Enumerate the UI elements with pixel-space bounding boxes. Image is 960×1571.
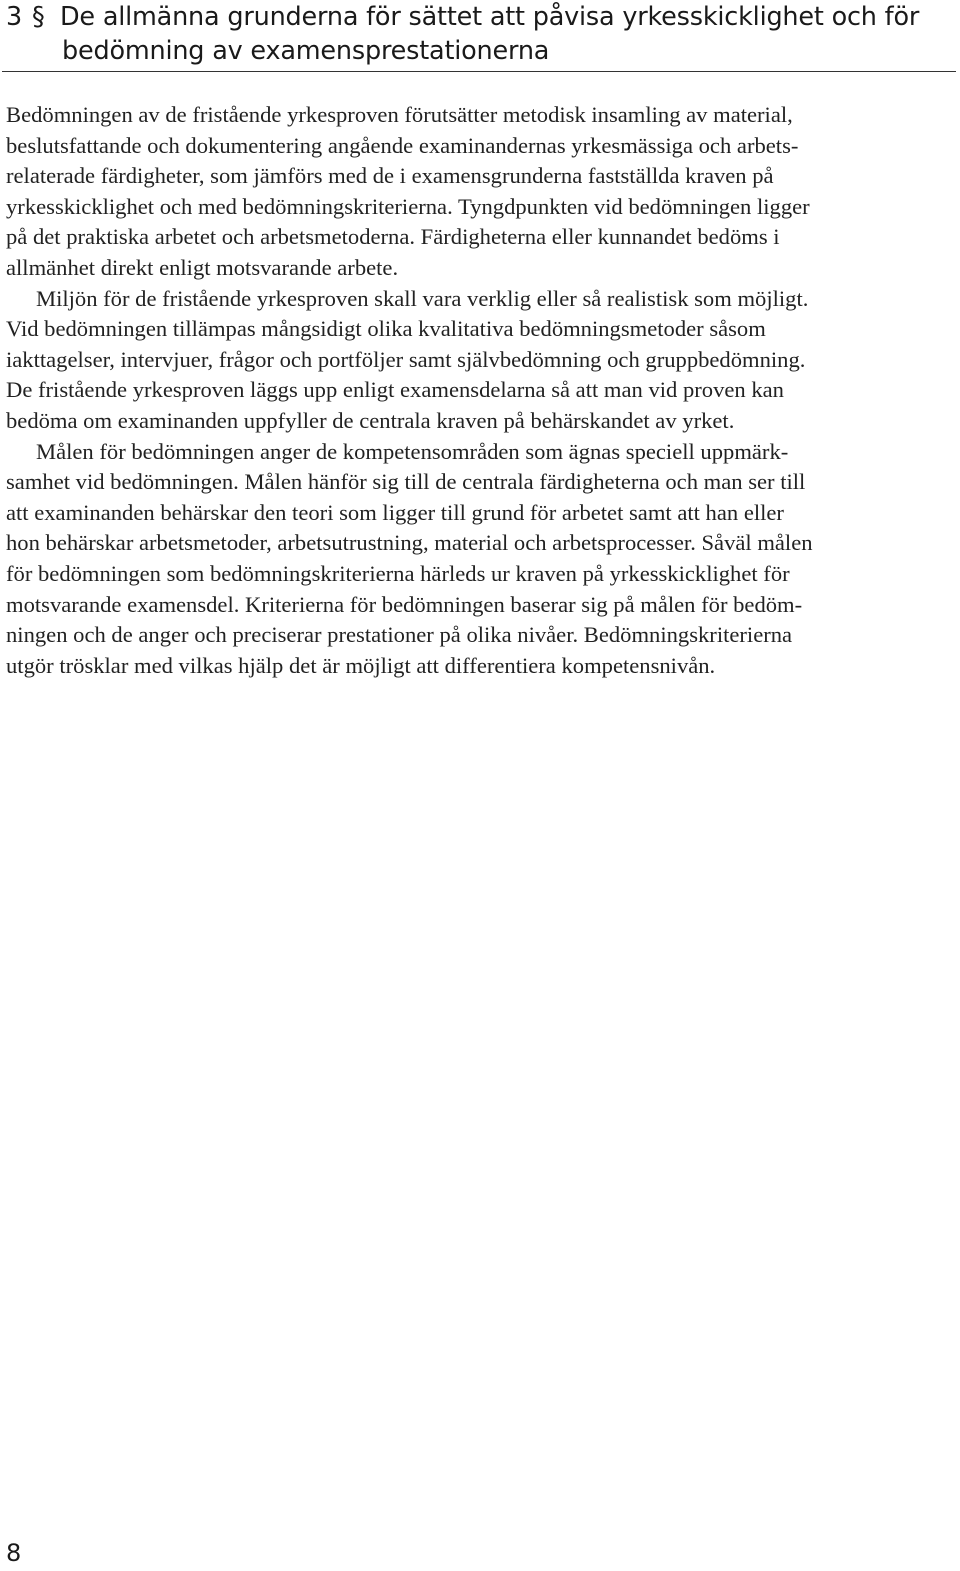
heading-divider [2, 71, 956, 72]
body-line: att examinanden behärskar den teori som ligger till grund för arbetet samt att han eller [6, 499, 784, 525]
body-line: iakttagelser, intervjuer, frågor och portföljer samt självbedömning och gruppbedömning. [6, 346, 806, 372]
body-line: på det praktiska arbetet och arbetsmetoderna. Färdigheterna eller kunnandet bedöms i [6, 224, 780, 250]
body-line: ningen och de anger och preciserar prestationer på olika nivåer. Bedömningskriterierna [6, 622, 793, 648]
body-line: Miljön för de fristående yrkesproven skall vara verklig eller så realistisk som möjligt. [36, 285, 809, 311]
body-line: samhet vid bedömningen. Målen hänför sig till de centrala färdigheterna och man ser till [6, 469, 806, 495]
page-number: 8 [6, 1539, 22, 1567]
body-line: De fristående yrkesproven läggs upp enligt examensdelarna så att man vid proven kan [6, 377, 784, 403]
body-paragraphs [6, 100, 946, 681]
heading-title-line-2: bedömning av examensprestationerna [62, 36, 550, 66]
heading-line-1 [6, 0, 954, 34]
body-line: Bedömningen av de fristående yrkesproven förutsätter metodisk insamling av material, [6, 102, 793, 127]
body-line: hon behärskar arbetsmetoder, arbetsutrustning, material och arbetsprocesser. Såväl målen [6, 530, 813, 556]
body-line: utgör trösklar med vilkas hjälp det är möjligt att differentiera kompetensnivån. [6, 652, 716, 678]
body-line: motsvarande examensdel. Kriterierna för bedömningen baserar sig på målen för bedöm- [6, 591, 803, 617]
heading-title-line-1: De allmänna grunderna för sättet att påvisa yrkesskicklighet och för [60, 2, 920, 32]
section-heading [6, 0, 954, 68]
section-number: 3 [6, 2, 23, 32]
body-line: Målen för bedömningen anger de kompetensområden som ägnas speciell uppmärk- [36, 438, 789, 464]
body-line: relaterade färdigheter, som jämförs med de i examensgrunderna fastställda kraven på [6, 163, 774, 189]
body-line: beslutsfattande och dokumentering angående examinandernas yrkesmässiga och arbets- [6, 132, 799, 158]
body-line: yrkesskicklighet och med bedömningskriterierna. Tyngdpunkten vid bedömningen ligger [6, 193, 810, 219]
body-line: allmänhet direkt enligt motsvarande arbete. [6, 254, 399, 280]
body-line: Vid bedömningen tillämpas mångsidigt olika kvalitativa bedömningsmetoder såsom [6, 316, 766, 342]
section-sign: § [32, 2, 45, 32]
body-line: för bedömningen som bedömningskriterierna härleds ur kraven på yrkesskicklighet för [6, 560, 790, 586]
body-line: bedöma om examinanden uppfyller de centrala kraven på behärskandet av yrket. [6, 407, 735, 433]
